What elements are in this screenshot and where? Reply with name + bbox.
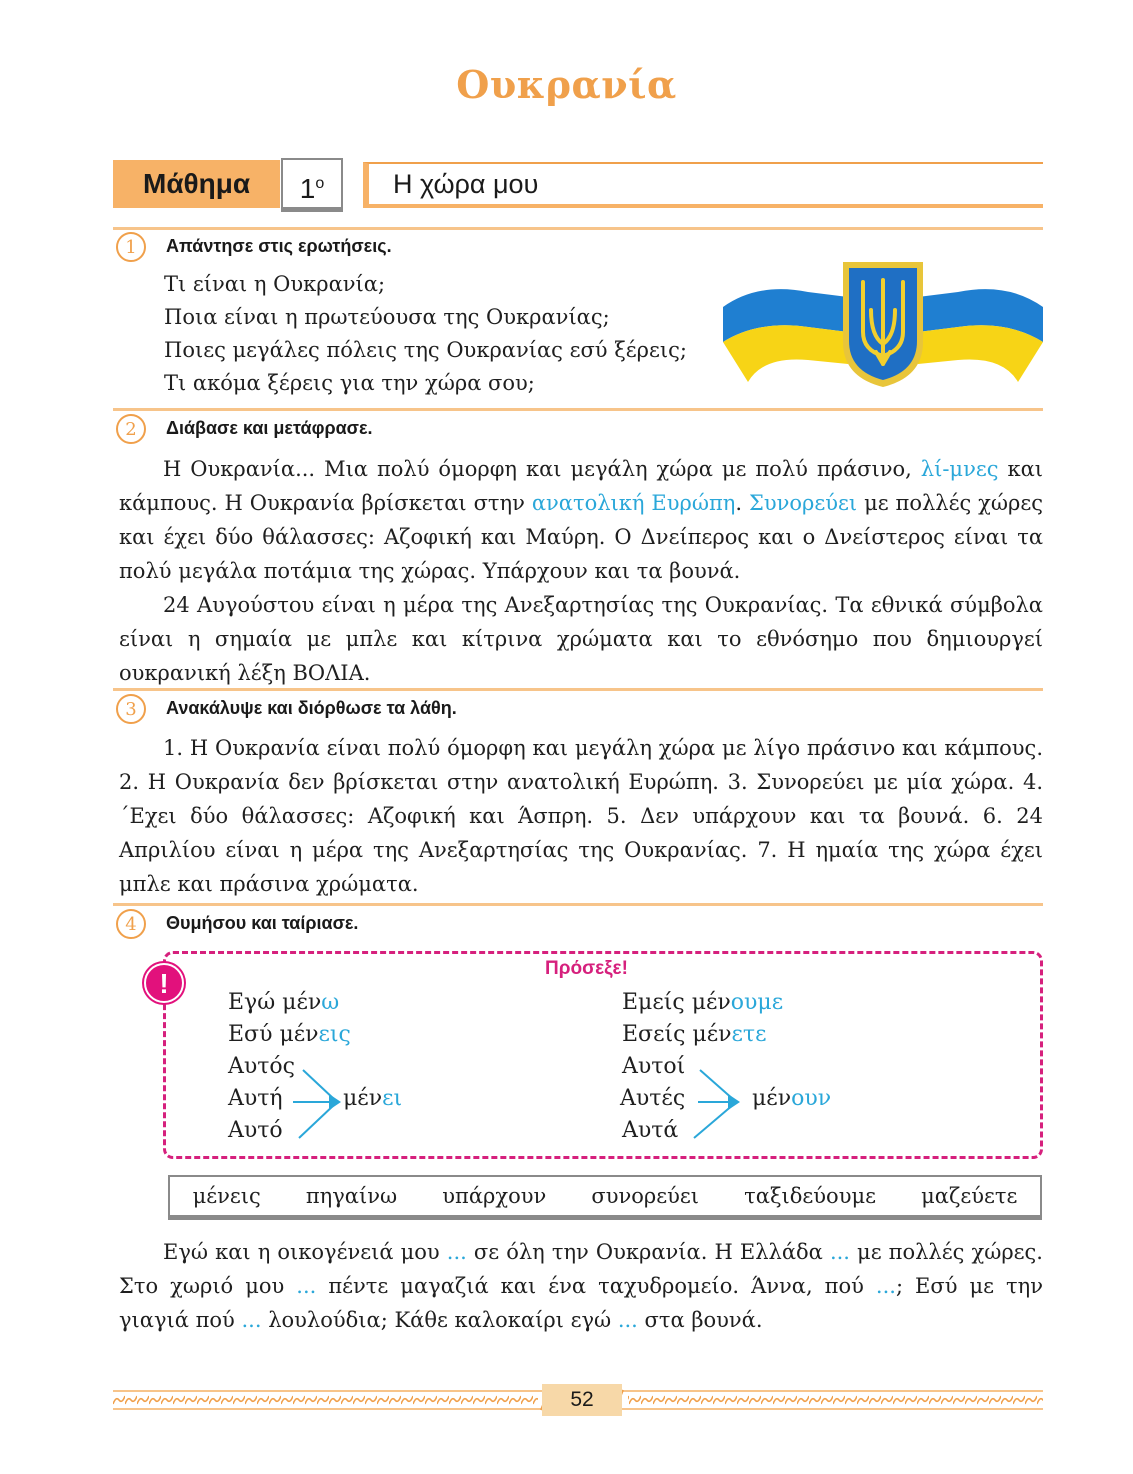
word-bank-item: υπάρχουν [442,1184,547,1208]
blank: ... [617,1308,638,1332]
blank: ... [875,1274,896,1298]
verb-ending: ετε [731,1022,767,1047]
lesson-number-suffix: ο [315,175,325,192]
exercise-title: Απάντησε στις ερωτήσεις. [166,236,392,256]
lesson-number [281,158,343,212]
verb-ending: ω [321,990,340,1015]
text-run: . [735,491,749,515]
exclamation-symbol: ! [159,968,169,999]
lesson-number-value: 1 [299,173,316,204]
exercise-number: 1 [116,232,146,262]
pronoun-auta: Αυτά [622,1118,679,1143]
highlighted-word: λί-μνες [920,457,999,481]
question: Ποιες μεγάλες πόλεις της Ουκρανίας εσύ ξέρεις; [164,338,687,362]
pronoun-autoi: Αυτοί [622,1054,686,1079]
conjugation-eseis [622,1022,766,1047]
errors-paragraph: 1. Η Ουκρανία είναι πολύ όμορφη και μεγάλη χώρα με λίγο πράσινο και κάμπους. 2. Η Ουκρανία δεν βρίσκεται στην ανατολική Ευρώπη. 3. Συνορεύει με μία χώρα. 4. ΄Εχει δύο θάλασσες: Αζοφική και Άσπρη. 5. Δεν υπάρχουν και τα βουνά. 6. 24 Απριλίου είναι η μέρα της Ανεξαρτησίας της Ουκρανίας. 7. Η ημαία της χώρα έχει μπλε και πράσινα χρώματα. [119,736,1043,896]
section-divider [113,227,1043,230]
pronoun-auto: Αυτό [228,1118,283,1143]
word-bank-item: ταξιδεύουμε [744,1184,876,1208]
word-bank [168,1175,1042,1220]
blank: ... [241,1308,262,1332]
reading-paragraph-1 [119,452,1043,588]
question: Ποια είναι η πρωτεύουσα της Ουκρανίας; [164,305,610,329]
exercise-number: 3 [116,694,146,724]
lesson-topic: Η χώρα μου [393,169,539,199]
verb-stem: μέν [692,1022,732,1047]
pronoun-autos: Αυτός [228,1054,295,1079]
text-run: ; Εσύ με την γιαγιά πού [119,1274,1044,1332]
text-run: Εγώ και η οικογένειά μου [163,1240,447,1264]
pronoun-auti: Αυτή [228,1086,283,1111]
exclamation-icon [138,957,190,1009]
section-divider [113,408,1043,411]
blank: ... [296,1274,317,1298]
verb-ending: ουν [791,1086,832,1111]
section-divider [113,903,1043,906]
question: Τι ακόμα ξέρεις για την χώρα σου; [164,371,535,395]
word-bank-item: πηγαίνω [305,1184,398,1208]
verb-stem: μέν [279,1022,319,1047]
blank: ... [829,1240,850,1264]
verb-stem: μέν [343,1086,383,1111]
conjugation-third-plural [752,1086,831,1111]
arrows-icon [285,1062,355,1146]
pronoun: Εσύ [228,1022,280,1047]
conjugation-esy [228,1022,351,1047]
verb-stem: μέν [691,990,731,1015]
page-number: 52 [542,1384,622,1416]
pronoun: Εσείς [622,1022,693,1047]
reading-paragraph-2: 24 Αυγούστου είναι η μέρα της Ανεξαρτησίας της Ουκρανίας. Τα εθνικά σύμβολα είναι η σημαία με μπλε και κίτρινα χρώματα και το εθνόσημο που δημιουργεί ουκρανική λέξη ΒΟΛΙΑ. [119,593,1043,685]
word-bank-item: συνορεύει [591,1184,700,1208]
highlighted-word: Συνορεύει [748,491,858,515]
verb-ending: ει [382,1086,403,1111]
verb-stem: μέν [282,990,322,1015]
pronoun: Εμείς [622,990,692,1015]
exercise-title: Θυμήσου και ταίριασε. [166,913,359,933]
exercise-number: 4 [116,909,146,939]
arrows-icon [690,1062,752,1146]
text-run: Η Ουκρανία... Μια πολύ όμορφη και μεγάλη χώρα με πολύ πράσινο, [163,457,921,481]
text-run: με πολλές χώρες. Στο χωριό μου [119,1240,1043,1298]
word-bank-item: μαζεύετε [921,1184,1018,1208]
ukraine-flag-icon [718,252,1048,392]
exercise-title: Διάβασε και μετάφρασε. [166,418,373,438]
section-divider [113,688,1043,691]
pronoun-autes: Αυτές [620,1086,686,1111]
text-run: και κάμπους. Η Ουκρανία βρίσκεται στην [119,457,1043,515]
conjugation-ego [228,990,339,1015]
question: Τι είναι η Ουκρανία; [164,272,386,296]
blank: ... [446,1240,467,1264]
conjugation-emeis [622,990,783,1015]
lesson-label: Μάθημα [113,160,280,208]
verb-ending: εις [318,1022,351,1047]
exercise-title: Ανακάλυψε και διόρθωσε τα λάθη. [166,698,457,718]
verb-stem: μέν [752,1086,792,1111]
pronoun: Εγώ [228,990,283,1015]
fill-in-paragraph [119,1235,1043,1337]
text-run: στα βουνά. [637,1308,763,1332]
lesson-header [113,158,1043,212]
verb-ending: ουμε [730,990,784,1015]
word-bank-item: μένεις [192,1184,261,1208]
question-list [164,268,687,400]
text-run: λουλούδια; Κάθε καλοκαίρι εγώ [261,1308,618,1332]
attention-title: Πρόσεξε! [545,958,628,979]
exercise-number: 2 [116,414,146,444]
text-run: σε όλη την Ουκρανία. Η Ελλάδα [466,1240,830,1264]
text-run: με πολλές χώρες και έχει δύο θάλασσες: Αζοφική και Μαύρη. Ο Δνείπερος και ο Δνείστερος είναι τα πολύ μεγάλα ποτάμια της χώρας. Υπάρχουν και τα βουνά. [119,491,1044,583]
page-title: Ουκρανία [456,62,677,107]
highlighted-word: ανατολική Ευρώπη [531,491,736,515]
text-run: πέντε μαγαζιά και ένα ταχυδρομείο. Άννα, πού [316,1274,876,1298]
